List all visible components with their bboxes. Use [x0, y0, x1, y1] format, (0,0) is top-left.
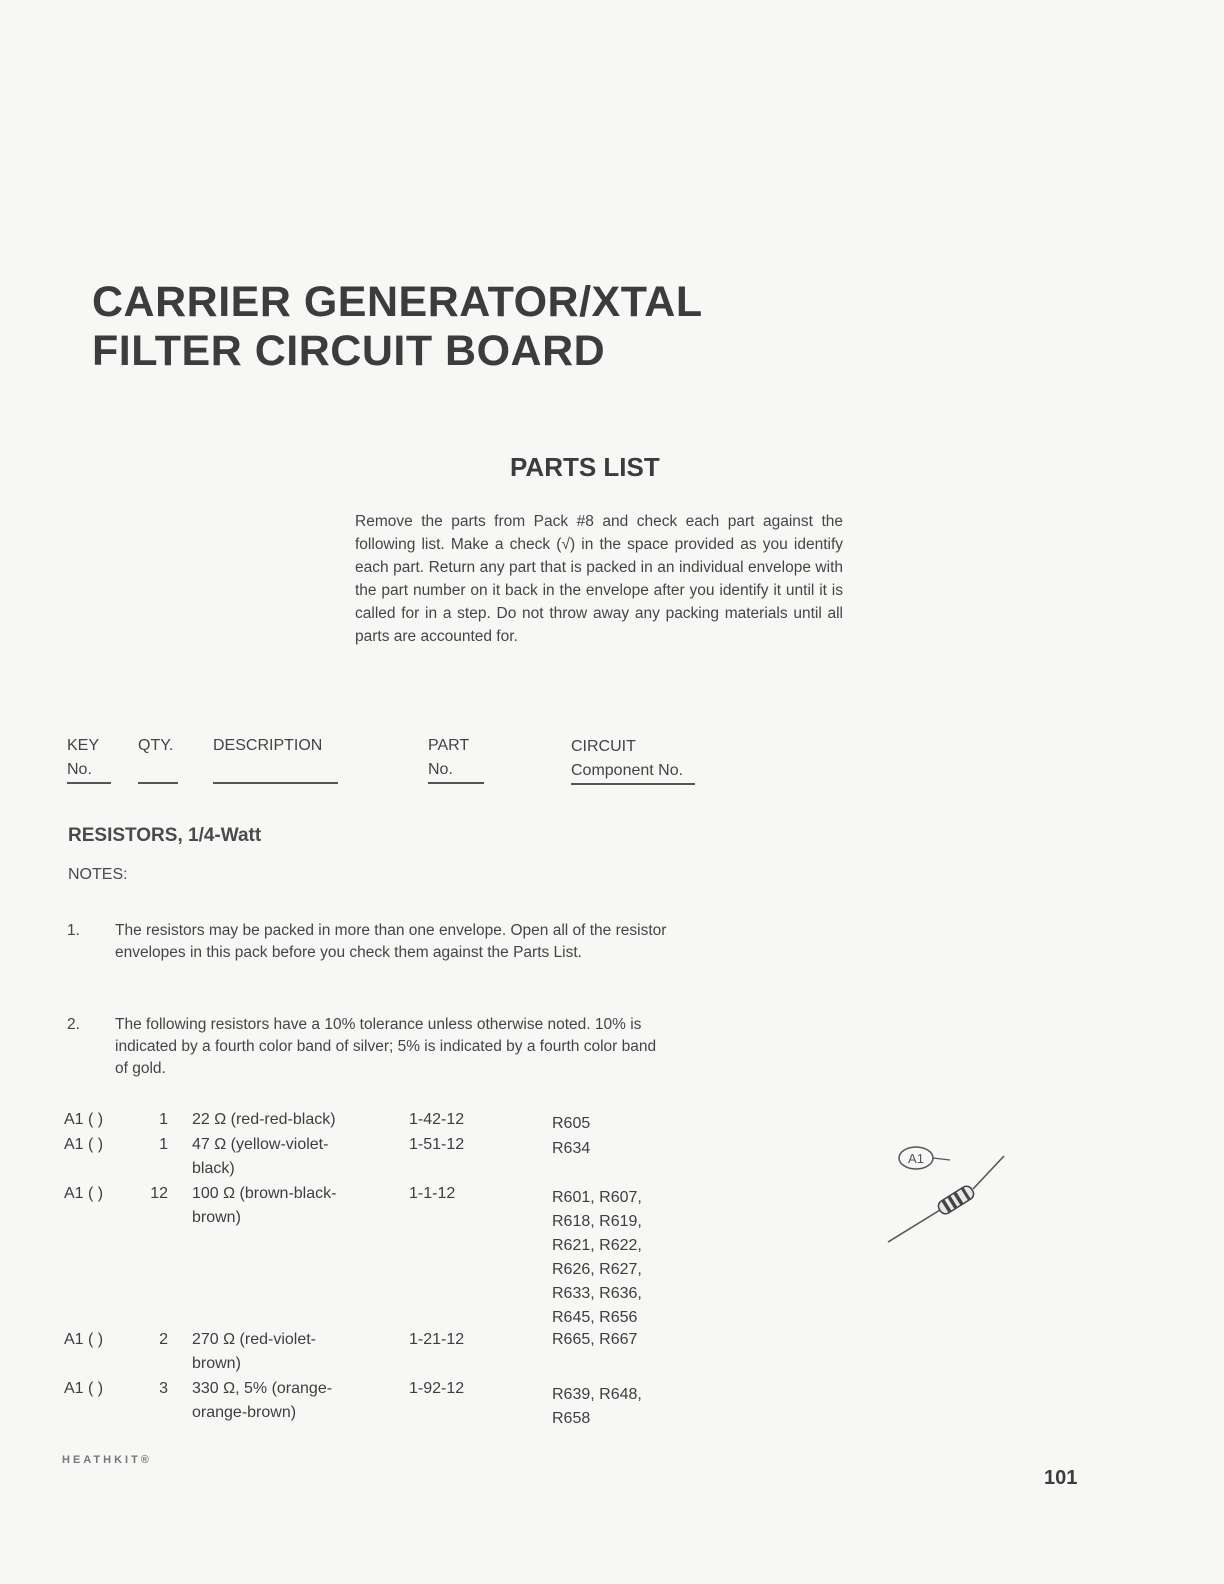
part-number: 1-21-12 [409, 1331, 465, 1348]
brand-logo: HEATHKIT® [62, 1454, 152, 1466]
column-header-qty-line1: QTY. [138, 737, 174, 754]
parts-row [64, 1133, 704, 1183]
circuit-component: R601, R607, R618, R619, R621, R622, R626, R627, R633, R636, R645, R656 [552, 1189, 642, 1326]
note-2 [67, 1014, 677, 1084]
description: 270 Ω (red-violet-brown) [192, 1331, 317, 1372]
circuit-component: R665, R667 [552, 1331, 638, 1348]
notes-label: NOTES: [68, 866, 128, 883]
quantity: 1 [159, 1136, 168, 1153]
note-number: 1. [67, 922, 80, 939]
key-checkbox[interactable]: A1 ( ) [64, 1185, 104, 1202]
column-header-key-line2: No. [67, 758, 111, 784]
resistor-body [936, 1184, 976, 1216]
key-checkbox[interactable]: A1 ( ) [64, 1136, 104, 1153]
description: 47 Ω (yellow-violet-black) [192, 1136, 329, 1177]
part-number: 1-1-12 [409, 1185, 456, 1202]
quantity: 1 [159, 1111, 168, 1128]
key-checkbox[interactable]: A1 ( ) [64, 1111, 104, 1128]
column-header-description-underline [213, 758, 338, 784]
quantity: 3 [159, 1380, 168, 1397]
note-number: 2. [67, 1016, 80, 1033]
description: 100 Ω (brown-black-brown) [192, 1185, 337, 1226]
circuit-component: R634 [552, 1140, 591, 1157]
part-number: 1-51-12 [409, 1136, 465, 1153]
column-header-part-line1: PART [428, 737, 470, 754]
description: 330 Ω, 5% (orange-orange-brown) [192, 1380, 333, 1421]
title-line-1: CARRIER GENERATOR/XTAL [92, 278, 703, 326]
illustration-label-leader [933, 1158, 950, 1160]
column-header-qty-underline [138, 758, 178, 784]
quantity: 12 [150, 1185, 168, 1202]
parts-row [64, 1328, 704, 1378]
page-title [92, 278, 703, 376]
description: 22 Ω (red-red-black) [192, 1111, 336, 1128]
column-header-qty [138, 734, 180, 792]
parts-row [64, 1108, 704, 1132]
circuit-component: R605 [552, 1115, 591, 1132]
column-header-description [213, 734, 338, 792]
page-number: 101 [1044, 1467, 1078, 1489]
part-number: 1-92-12 [409, 1380, 465, 1397]
illustration-label: A1 [908, 1151, 924, 1166]
column-header-key [67, 734, 111, 784]
resistor-lead-left [888, 1210, 940, 1242]
column-header-circuit-line2: Component No. [571, 759, 695, 785]
resistor-illustration [880, 1140, 1020, 1250]
column-header-key-line1: KEY [67, 737, 100, 754]
intro-paragraph: Remove the parts from Pack #8 and check each part against the following list. Make a check (√) in the space provided as you identify each part. Return any part that is packed in an individual envelope with the part number on it back in the envelope after you identify it until it is called for in a step. Do not throw away any packing materials until all parts are accounted for. [355, 513, 843, 645]
note-1 [67, 920, 677, 990]
parts-list-heading: PARTS LIST [510, 452, 660, 482]
column-header-circuit [571, 735, 697, 785]
column-header-circuit-line1: CIRCUIT [571, 738, 636, 755]
note-text: The following resistors have a 10% tolerance unless otherwise noted. 10% is indicated by a fourth color band of silver; 5% is indicated by a fourth color band of gold. [115, 1016, 657, 1077]
resistor-lead-right [973, 1156, 1004, 1189]
key-checkbox[interactable]: A1 ( ) [64, 1380, 104, 1397]
key-checkbox[interactable]: A1 ( ) [64, 1331, 104, 1348]
title-line-2: FILTER CIRCUIT BOARD [92, 327, 606, 375]
parts-row [64, 1182, 704, 1332]
column-header-description-line1: DESCRIPTION [213, 737, 323, 754]
circuit-component: R639, R648, R658 [552, 1386, 642, 1427]
column-header-part-line2: No. [428, 758, 484, 784]
column-header-part [428, 734, 486, 784]
resistors-section-title: RESISTORS, 1/4-Watt [68, 825, 262, 846]
parts-row [64, 1377, 704, 1427]
note-text: The resistors may be packed in more than one envelope. Open all of the resistor envelopes in this pack before you check them against the Parts List. [115, 922, 667, 961]
part-number: 1-42-12 [409, 1111, 465, 1128]
quantity: 2 [159, 1331, 168, 1348]
